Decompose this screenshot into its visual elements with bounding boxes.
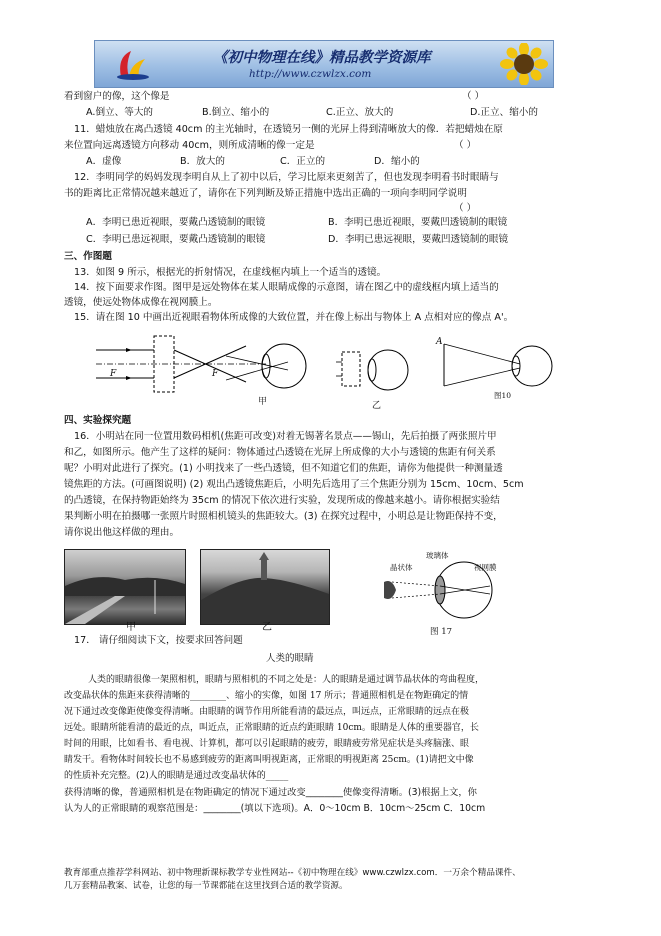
q17-title: 人类的眼睛 <box>266 653 314 664</box>
figure-yi-eye <box>336 340 418 414</box>
site-banner <box>94 40 554 88</box>
q12-option-d: D．李明已患远视眼，要戴凹透镜制的眼镜 <box>328 234 509 245</box>
q17-tail2: 认为人的正常眼睛的观察范围是：________(填以下选项)。A．0～10cm B．10cm～25cm C．10cm <box>64 803 486 814</box>
q17-stem: 17． 请仔细阅读下文，按要求回答问题 <box>74 635 243 646</box>
q16-line3: 呢？小明对此进行了探究。(1) 小明找来了一些凸透镜，但不知道它们的焦距，请你为他提供一种测量透 <box>64 463 503 474</box>
q12-line2: 书的距离比正常情况越来越近了，请你在下列判断及矫正措施中选出正确的一项向李明同学说明 <box>64 188 467 199</box>
lens-label: 晶状体 <box>390 563 413 572</box>
q12-option-b: B．李明已患近视眼，要戴凹透镜制的眼镜 <box>328 217 508 228</box>
q16-line4: 镜焦距的方法。(可画图说明) (2) 观出凸透镜焦距后，小明先后选用了三个焦距分别为 15cm、10cm、5cm <box>64 479 524 490</box>
q16-line7: 请你说出他这样做的理由。 <box>64 527 180 538</box>
q10-option-b: B.倒立、缩小的 <box>202 107 270 118</box>
q17-line2: 改变晶状体的焦距来获得清晰的________、缩小的实像，如图 17 所示；普通照相机是在物距确定的情 <box>64 691 469 701</box>
fig-jia-label: 甲 <box>258 397 268 407</box>
section3-heading: 三、作图题 <box>64 251 112 262</box>
q11-option-d: D．缩小的 <box>374 156 420 167</box>
q11-option-b: B．放大的 <box>180 156 225 167</box>
fig17-label: 图 17 <box>430 627 453 637</box>
banner-url[interactable]: http://www.czwlzx.com <box>249 68 372 80</box>
fig10-label: 图10 <box>494 391 512 400</box>
q12-line1: 12．李明同学的妈妈发现李明自从上了初中以后，学习比原来更刻苦了，但也发现李明看书时眼睛与 <box>74 172 499 183</box>
photo-yi-label: 乙 <box>262 622 272 633</box>
q17-line1: 人类的眼睛很像一架照相机，眼睛与照相机的不同之处是：人的眼睛是通过调节晶状体的弯曲程度， <box>88 675 485 685</box>
figure-10-eye <box>436 338 556 404</box>
photo-jia-label: 甲 <box>126 622 136 633</box>
photo-jia <box>64 549 186 625</box>
q17-line7: 的性质补充完整。(2)人的眼睛是通过改变晶状体的_____ <box>64 771 289 781</box>
focus-label-f1: F <box>110 369 117 379</box>
figure-jia-eye <box>226 336 308 410</box>
q14-line1: 14．按下面要求作图。图甲是远处物体在某人眼睛成像的示意图，请在图乙中的虚线框内填上适当的 <box>74 282 499 293</box>
q17-line3: 况下通过改变像距使像变得清晰。由眼睛的调节作用所能看清的最远点，叫远点，正常眼睛的远点在极 <box>64 707 470 717</box>
banner-title: 《初中物理在线》精品教学资源库 <box>213 49 431 66</box>
q12-paren: （ ） <box>454 203 477 214</box>
retina-label: 视网膜 <box>474 563 497 572</box>
q14-line2: 透镜，使远处物体成像在视网膜上。 <box>64 297 218 308</box>
q10-option-d: D.正立、缩小的 <box>470 107 538 118</box>
q17-line4: 远处。眼睛所能看清的最近的点，叫近点，正常眼睛的近点约距眼睛 10cm。眼睛是人体的重要器官，长 <box>64 723 479 733</box>
q10-option-a: A.倒立、等大的 <box>86 107 154 118</box>
q10-stem: 看到窗户的像，这个像是 <box>64 91 170 102</box>
q11-option-a: A．虚像 <box>86 156 122 167</box>
figure-17-eye <box>378 550 518 638</box>
footer-line1: 教育部重点推荐学科网站、初中物理新课标教学专业性网站--《初中物理在线》www.czwlzx.com．一万余个精品课件、 <box>64 868 521 878</box>
q11-line1: 11．蜡烛放在离凸透镜 40cm 的主光轴时，在透镜另一侧的光屏上得到清晰放大的像．若把蜡烛在原 <box>74 124 503 135</box>
sunflower-icon <box>499 43 549 85</box>
q11-line2: 来位置向远离透镜方向移动 40cm，则所成清晰的像一定是 <box>64 140 315 151</box>
footer-line2: 几万套精品教案、试卷，让您的每一节课都能在这里找到合适的教学资源。 <box>64 881 348 891</box>
q17-line5: 时间的用眼，比如看书、看电视、计算机，都可以引起眼睛的疲劳，眼睛疲劳常见症状是头疼脑涨、眼 <box>64 739 470 749</box>
q17-line6: 睛发干。看物体时间较长也不易感到疲劳的距离叫明视距离，正常眼的明视距离 25cm。(1)请把文中像 <box>64 755 474 765</box>
q17-tail1: 获得清晰的像，普通照相机是在物距确定的情况下通过改变________使像变得清晰。(3)根据上文，你 <box>64 787 477 798</box>
focus-label-f2: F <box>212 369 219 379</box>
q15-text: 15．请在图 10 中画出近视眼看物体所成像的大致位置，并在像上标出与物体上 A 点相对应的像点 A'。 <box>74 312 514 323</box>
q11-option-c: C．正立的 <box>280 156 326 167</box>
q16-line5: 的凸透镜，在保持物距始终为 35cm 的情况下依次进行实验，发现所成的像越来越小。请你根据实验结 <box>64 495 500 506</box>
q10-option-c: C.正立、放大的 <box>326 107 394 118</box>
photo-yi <box>200 549 330 625</box>
q16-line1: 16．小明站在同一位置用数码相机(焦距可改变)对着无锡著名景点——锡山，先后拍摄了两张照片甲 <box>74 431 497 442</box>
fig-yi-label: 乙 <box>372 401 382 411</box>
q12-option-a: A．李明已患近视眼，要戴凸透镜制的眼镜 <box>86 217 266 228</box>
q12-option-c: C．李明已患远视眼，要戴凸透镜制的眼镜 <box>86 234 266 245</box>
section4-heading: 四、实验探究题 <box>64 415 132 426</box>
q11-paren: （ ） <box>454 140 477 151</box>
vitreous-label: 玻璃体 <box>426 551 449 560</box>
logo-icon <box>115 47 151 81</box>
q16-line6: 果判断小明在拍摄哪一张照片时照相机镜头的焦距较大。(3) 在探究过程中，小明总是让物距保持不变， <box>64 511 503 522</box>
q10-paren: （ ） <box>462 91 485 102</box>
q16-line2: 和乙，如图所示。他产生了这样的疑问：物体通过凸透镜在光屏上所成像的大小与透镜的焦距有何关系 <box>64 447 496 458</box>
point-a-label: A <box>436 337 443 347</box>
q13-text: 13．如图 9 所示，根据光的折射情况，在虚线框内填上一个适当的透镜。 <box>74 267 387 278</box>
